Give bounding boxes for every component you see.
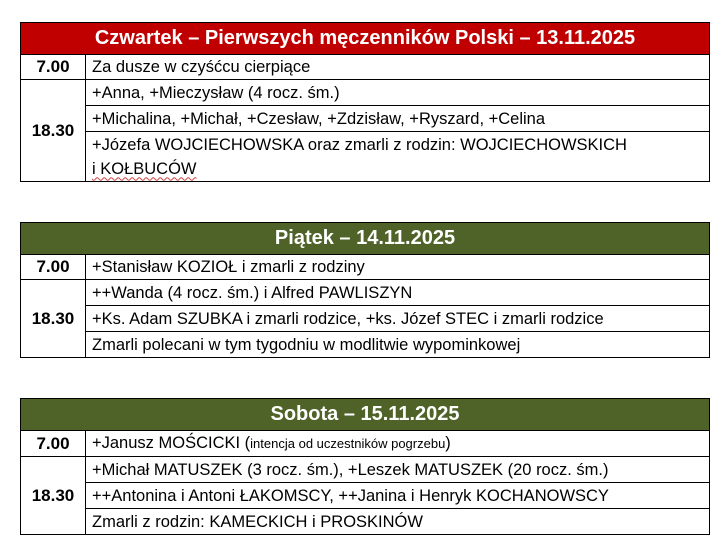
intention: Zmarli z rodzin: KAMECKICH i PROSKINÓW xyxy=(86,509,710,535)
intention: +Michał MATUSZEK (3 rocz. śm.), +Leszek MATUSZEK (20 rocz. śm.) xyxy=(86,457,710,483)
day-title: Czwartek – Pierwszych męczenników Polski – 13.11.2025 xyxy=(94,27,636,49)
mass-time: 7.00 xyxy=(21,55,86,80)
intention: +Michalina, +Michał, +Czesław, +Zdzisław, +Ryszard, +Celina xyxy=(86,106,710,132)
table-row xyxy=(21,255,710,280)
mass-table xyxy=(20,254,710,358)
table-row xyxy=(21,106,710,132)
mass-time: 7.00 xyxy=(21,255,86,280)
intention: +Ks. Adam SZUBKA i zmarli rodzice, +ks. Józef STEC i zmarli rodzice xyxy=(86,306,710,332)
table-row xyxy=(21,306,710,332)
mass-table xyxy=(20,54,710,182)
table-row xyxy=(21,431,710,457)
day-title: Piątek – 14.11.2025 xyxy=(274,227,456,249)
day-header xyxy=(20,222,710,254)
day-title: Sobota – 15.11.2025 xyxy=(270,403,460,425)
table-row xyxy=(21,509,710,535)
intention-text: ) xyxy=(445,434,451,452)
intention-text: +Janusz MOŚCICKI ( xyxy=(92,434,251,452)
day-friday xyxy=(20,222,710,358)
table-row xyxy=(21,55,710,80)
intention xyxy=(86,431,710,457)
table-row xyxy=(21,280,710,306)
mass-time: 18.30 xyxy=(21,280,86,358)
day-header xyxy=(20,398,710,430)
day-header xyxy=(20,22,710,54)
day-saturday xyxy=(20,398,710,535)
intention-line: i KOŁBUCÓW xyxy=(92,159,197,178)
table-row xyxy=(21,332,710,358)
intention: Za dusze w czyśćcu cierpiące xyxy=(86,55,710,80)
table-row xyxy=(21,132,710,182)
table-row xyxy=(21,457,710,483)
intention-line: +Józefa WOJCIECHOWSKA oraz zmarli z rodzin: WOJCIECHOWSKICH xyxy=(92,135,627,154)
intention: ++Wanda (4 rocz. śm.) i Alfred PAWLISZYN xyxy=(86,280,710,306)
table-row xyxy=(21,80,710,106)
intention: +Anna, +Mieczysław (4 rocz. śm.) xyxy=(86,80,710,106)
intention: Zmarli polecani w tym tygodniu w modlitwie wypominkowej xyxy=(86,332,710,358)
intention: +Stanisław KOZIOŁ i zmarli z rodziny xyxy=(86,255,710,280)
day-thursday xyxy=(20,22,710,182)
intention: ++Antonina i Antoni ŁAKOMSCY, ++Janina i Henryk KOCHANOWSCY xyxy=(86,483,710,509)
intention xyxy=(86,132,710,182)
intention-note: intencja od uczestników pogrzebu xyxy=(250,436,446,451)
mass-table xyxy=(20,430,710,535)
table-row xyxy=(21,483,710,509)
mass-time: 7.00 xyxy=(21,431,86,457)
mass-time: 18.30 xyxy=(21,457,86,535)
mass-time: 18.30 xyxy=(21,80,86,182)
